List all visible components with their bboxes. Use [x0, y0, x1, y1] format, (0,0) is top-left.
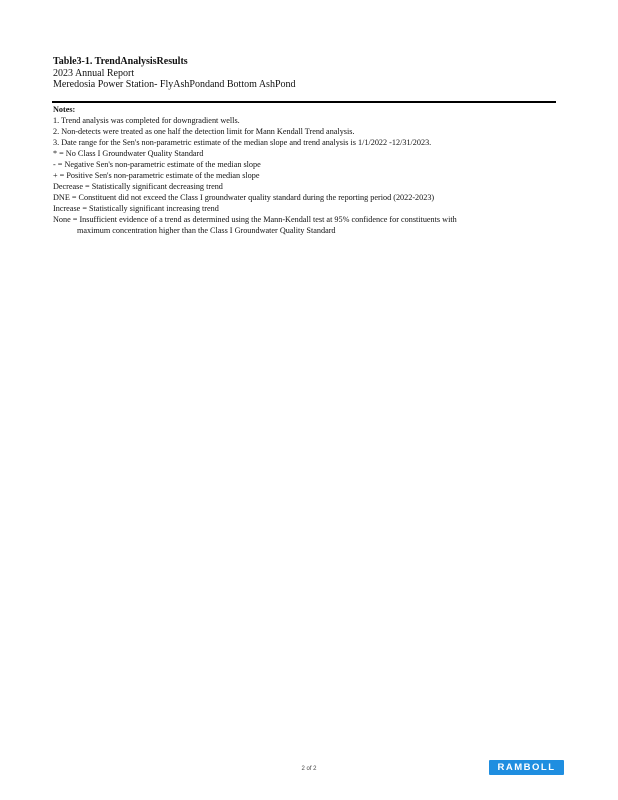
note-line: None = Insufficient evidence of a trend as determined using the Mann-Kendall test at 95% confidence for constituents with [53, 215, 457, 224]
note-line: DNE = Constituent did not exceed the Class I groundwater quality standard during the reporting period (2022-2023) [53, 193, 435, 202]
note-line: 3. Date range for the Sen's non-parametric estimate of the median slope and trend analysis is 1/1/2022 -12/31/2023. [53, 138, 432, 147]
page-number: 2 of 2 [301, 766, 317, 772]
header-divider [52, 101, 556, 103]
note-line: * = No Class I Groundwater Quality Standard [53, 149, 204, 158]
note-line: + = Positive Sen's non-parametric estimate of the median slope [53, 171, 260, 180]
report-name: 2023 Annual Report [53, 67, 135, 79]
ramboll-logo: RAMBOLL [489, 760, 564, 775]
note-line: - = Negative Sen's non-parametric estimate of the median slope [53, 160, 261, 169]
note-line: 2. Non-detects were treated as one half the detection limit for Mann Kendall Trend analysis. [53, 127, 355, 136]
note-line: 1. Trend analysis was completed for downgradient wells. [53, 116, 240, 125]
table-title: Table3-1. TrendAnalysisResults [53, 56, 188, 67]
site-name: Meredosia Power Station- FlyAshPondand Bottom AshPond [53, 79, 296, 90]
note-line: Increase = Statistically significant increasing trend [53, 204, 219, 213]
notes-section [53, 104, 553, 236]
notes-label: Notes: [53, 105, 76, 114]
note-line: Decrease = Statistically significant decreasing trend [53, 182, 223, 191]
note-line-continued: maximum concentration higher than the Class I Groundwater Quality Standard [77, 226, 336, 235]
document-header [53, 56, 296, 91]
